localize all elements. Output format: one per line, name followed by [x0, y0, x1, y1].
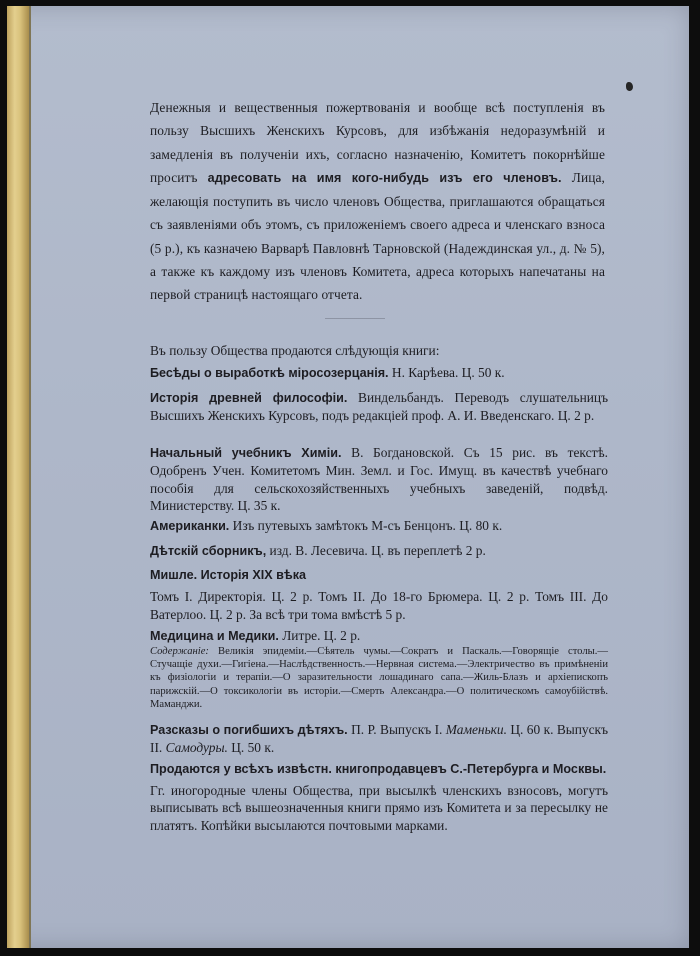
sale-note-text: Продаются у всѣхъ извѣстн. книгопродавцевъ С.-Петербурга и Москвы. — [150, 762, 607, 776]
book-item — [150, 542, 608, 560]
book-item — [150, 627, 608, 645]
paragraph-bold: адресовать на имя кого-нибудь изъ его членовъ. — [207, 170, 562, 185]
book-text: Томъ I. Директорія. Ц. 2 р. Томъ II. До 18-го Брюмера. Ц. 2 р. Томъ III. До Ватерлоо. Ц. 2 р. За всѣ три тома вмѣстѣ 5 р. — [150, 589, 608, 623]
books-heading: Въ пользу Общества продаются слѣдующія книги: — [150, 343, 440, 358]
contents-label: Содержаніе: — [150, 646, 209, 657]
book-item — [150, 588, 608, 624]
book-item — [150, 566, 608, 584]
stories-text-2: Ц. 60 к. Выпускъ II. — [150, 722, 608, 756]
book-title: Медицина и Медики. — [150, 629, 279, 643]
stories-issue-1: Маменьки. — [445, 722, 507, 737]
book-text: Изъ путевыхъ замѣтокъ М-съ Бенцонъ. Ц. 80 к. — [229, 518, 503, 533]
book-title: Исторія древней философіи. — [150, 391, 348, 405]
book-item — [150, 444, 608, 515]
stories-title: Разсказы о погибшихъ дѣтяхъ. — [150, 723, 348, 737]
book-text: Виндельбандъ. Переводъ слушательницъ Высшихъ Женскихъ Курсовъ, подъ редакціей проф. А. И. Введенскаго. Ц. 2 р. — [150, 390, 608, 424]
stories-item — [150, 721, 608, 757]
book-text: Н. Карѣева. Ц. 50 к. — [388, 365, 505, 380]
contents-list — [150, 645, 608, 711]
book-title: Начальный учебникъ Химіи. — [150, 446, 342, 460]
stories-issue-2: Самодуры. — [165, 740, 228, 756]
donation-paragraph — [150, 96, 605, 307]
book-title: Американки. — [150, 519, 230, 533]
contents-text: Великія эпидеміи.—Сѣятель чумы.—Сократъ и Паскаль.—Говорящіе столы.—Стучащіе духи.—Гигіена.—Наслѣдственность.—Нервная система.—Электричество въ примѣненіи къ физіологіи и терапіи.—О заразительности лошадинаго сапа.—Жиль-Блазъ и архіепископъ парижскій.—О токсикологіи въ исторіи.—Смерть Александра.—О политическомъ самоубійствѣ. Маманджи. — [150, 646, 608, 710]
book-title: Бесѣды о выработкѣ міросозерцанія. — [150, 366, 389, 380]
book-text: Литре. Ц. 2 р. — [278, 628, 361, 643]
book-item — [150, 389, 608, 425]
book-text: В. Богдановской. Съ 15 рис. въ текстѣ. Одобренъ Учен. Комитетомъ Мин. Земл. и Гос. Имущ. въ качествѣ учебнаго пособія для сельскохозяйственныхъ учебныхъ заведеній, подвѣд. Министерству. Ц. 35 к. — [150, 445, 608, 514]
final-note: Гг. иногородные члены Общества, при высылкѣ членскихъ взносовъ, могутъ выписывать всѣ вышеозначенныя книги прямо изъ Комитета и за пересылку не платятъ. Копѣйки высылаются почтовыми марками. — [150, 783, 608, 833]
paragraph-part-2: Лица, желающія поступить въ число членовъ Общества, приглашаются обращаться съ заявленіями объ этомъ, съ приложеніемъ своего адреса и членскаго взноса (5 р.), къ казначею Варварѣ Павловнѣ Тарновской (Надеждинская ул., д. № 5), а также къ каждому изъ членовъ Комитета, адреса которыхъ напечатаны на первой страницѣ настоящаго отчета. — [150, 169, 605, 303]
sale-note — [150, 760, 608, 778]
book-text: изд. В. Лесевича. Ц. въ переплетѣ 2 р. — [266, 543, 486, 558]
book-title: Дѣтскій сборникъ, — [150, 544, 267, 558]
book-item — [150, 517, 608, 535]
stories-text-1: П. Р. Выпускъ I. — [347, 722, 446, 737]
section-divider — [325, 318, 385, 319]
stories-text-3: Ц. 50 к. — [227, 740, 275, 756]
book-item — [150, 364, 608, 382]
book-title: Мишле. Исторія XIX вѣка — [150, 568, 307, 582]
paragraph-part-1: Денежныя и вещественныя пожертвованія и вообще всѣ поступленія въ пользу Высшихъ Женскихъ Курсовъ, для избѣжанія недоразумѣній и замедленія въ полученіи ихъ, согласно назначенію, Комитетъ покорнѣйше проситъ — [150, 100, 605, 185]
